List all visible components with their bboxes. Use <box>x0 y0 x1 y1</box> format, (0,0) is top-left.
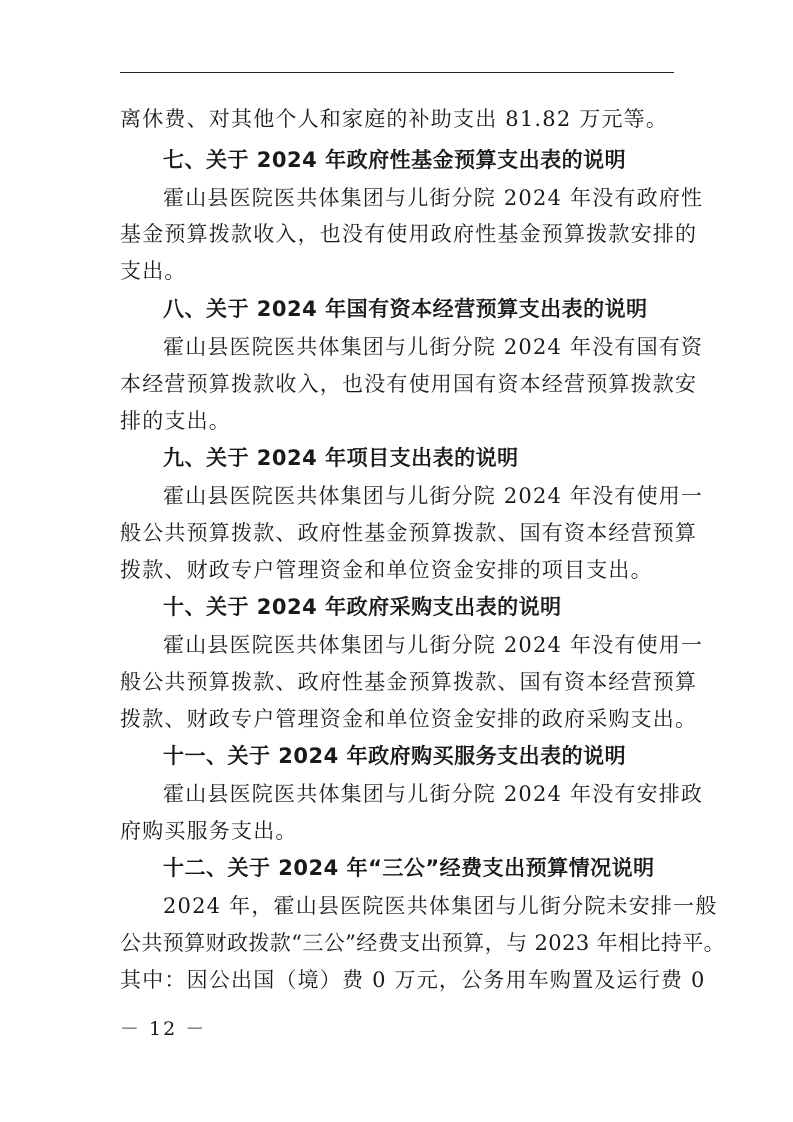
paragraph-line: 2024 年，霍山县医院医共体集团与儿街分院未安排一般 <box>163 894 718 918</box>
paragraph-line: 排的支出。 <box>120 409 231 433</box>
paragraph-line: 其中：因公出国（境）费 0 万元，公务用车购置及运行费 0 <box>120 968 706 992</box>
paragraph-line: 拨款、财政专户管理资金和单位资金安排的项目支出。 <box>120 558 653 582</box>
section-heading-10: 十、关于 2024 年政府采购支出表的说明 <box>163 595 562 619</box>
paragraph-line: 般公共预算拨款、政府性基金预算拨款、国有资本经营预算 <box>120 521 698 545</box>
paragraph-line: 霍山县医院医共体集团与儿街分院 2024 年没有使用一 <box>163 484 704 508</box>
section-heading-11: 十一、关于 2024 年政府购买服务支出表的说明 <box>163 744 627 768</box>
page-number: － 12 － <box>120 1018 207 1040</box>
paragraph-line: 霍山县医院医共体集团与儿街分院 2024 年没有政府性 <box>163 186 704 210</box>
header-rule <box>120 72 674 73</box>
section-heading-9: 九、关于 2024 年项目支出表的说明 <box>163 446 519 470</box>
paragraph-line: 支出。 <box>120 259 187 283</box>
paragraph-line: 霍山县医院医共体集团与儿街分院 2024 年没有使用一 <box>163 633 704 657</box>
section-heading-7: 七、关于 2024 年政府性基金预算支出表的说明 <box>163 148 627 172</box>
paragraph-line: 般公共预算拨款、政府性基金预算拨款、国有资本经营预算 <box>120 670 698 694</box>
section-heading-8: 八、关于 2024 年国有资本经营预算支出表的说明 <box>163 297 648 321</box>
paragraph-line: 本经营预算拨款收入，也没有使用国有资本经营预算拨款安 <box>120 372 698 396</box>
paragraph-line: 基金预算拨款收入，也没有使用政府性基金预算拨款安排的 <box>120 222 698 246</box>
paragraph-line: 霍山县医院医共体集团与儿街分院 2024 年没有安排政 <box>163 782 704 806</box>
paragraph-line: 公共预算财政拨款“三公”经费支出预算，与 2023 年相比持平。 <box>120 931 726 955</box>
paragraph-line: 拨款、财政专户管理资金和单位资金安排的政府采购支出。 <box>120 707 698 731</box>
paragraph-line: 府购买服务支出。 <box>120 819 298 843</box>
paragraph-line: 霍山县医院医共体集团与儿街分院 2024 年没有国有资 <box>163 335 704 359</box>
paragraph-continuation: 离休费、对其他个人和家庭的补助支出 81.82 万元等。 <box>120 107 669 131</box>
section-heading-12: 十二、关于 2024 年“三公”经费支出预算情况说明 <box>163 856 655 880</box>
